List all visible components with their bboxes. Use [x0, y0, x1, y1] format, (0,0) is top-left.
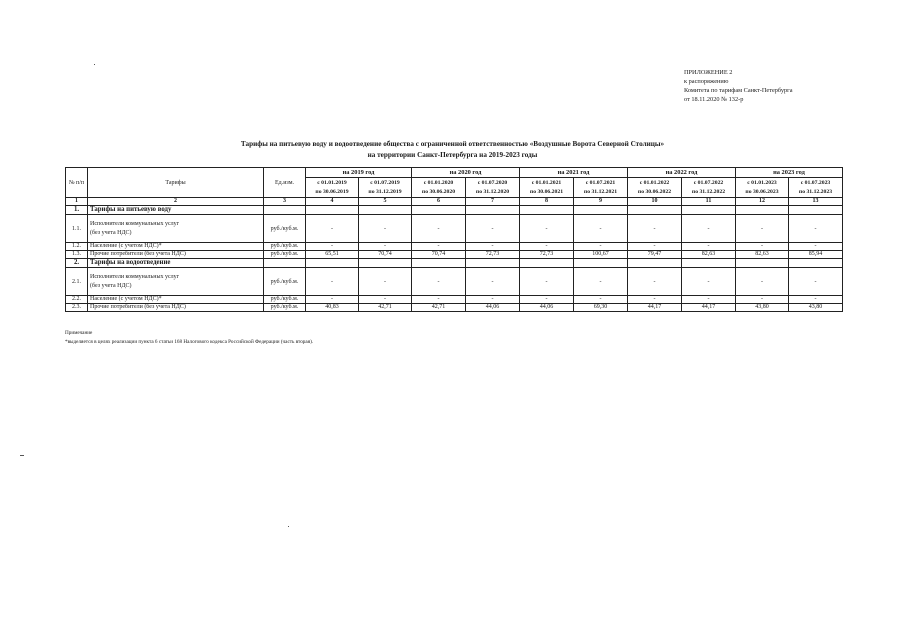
tariff-value: 44,06	[466, 304, 520, 312]
tariff-value: 82,63	[736, 251, 789, 259]
header-tariff: Тарифы	[88, 168, 264, 198]
tariff-value: -	[520, 296, 574, 304]
empty-cell	[359, 259, 412, 268]
tariff-value: -	[466, 268, 520, 296]
annex-header	[684, 68, 793, 104]
col-number: 9	[574, 198, 628, 206]
tariff-value: -	[682, 215, 736, 243]
tariff-value: -	[736, 243, 789, 251]
annex-ref: к распоряжению	[684, 78, 729, 85]
annex-date: от 18.11.2020 № 132-р	[684, 96, 744, 103]
document-title: Тарифы на питьевую воду и водоотведение общества с ограниченной ответственностью «Воздушные Ворота Северной Столицы»	[240, 140, 665, 148]
empty-cell	[789, 259, 843, 268]
tariff-value: -	[466, 215, 520, 243]
tariff-value: -	[574, 243, 628, 251]
empty-cell	[628, 259, 682, 268]
tariff-value: -	[789, 215, 843, 243]
empty-cell	[306, 206, 359, 215]
tariff-value: -	[789, 268, 843, 296]
tariff-value: -	[466, 243, 520, 251]
scan-speck	[288, 526, 289, 527]
tariff-value: -	[520, 243, 574, 251]
row-name: Прочие потребители (без учета НДС)	[88, 251, 264, 259]
empty-cell	[520, 206, 574, 215]
header-unit: Ед.изм.	[264, 168, 306, 198]
table-row	[66, 304, 843, 312]
empty-cell	[264, 206, 306, 215]
col-number: 8	[520, 198, 574, 206]
row-name: Население (с учетом НДС)*	[88, 243, 264, 251]
empty-cell	[412, 206, 466, 215]
header-year: на 2020 год	[412, 168, 520, 178]
row-unit: руб./куб.м.	[264, 251, 306, 259]
tariff-value: -	[789, 296, 843, 304]
scan-speck	[20, 455, 24, 456]
empty-cell	[306, 259, 359, 268]
tariff-value: 40,83	[306, 304, 359, 312]
annex-title: ПРИЛОЖЕНИЕ 2	[684, 69, 733, 76]
tariff-value: 43,80	[789, 304, 843, 312]
col-number: 10	[628, 198, 682, 206]
tariff-value: 72,73	[520, 251, 574, 259]
tariff-value: 42,71	[359, 304, 412, 312]
table-row	[66, 215, 843, 243]
row-number: 2.2.	[66, 296, 88, 304]
tariff-value: -	[306, 296, 359, 304]
tariff-value: -	[628, 243, 682, 251]
tariff-value: -	[736, 268, 789, 296]
empty-cell	[574, 259, 628, 268]
header-period: с 01.07.2020 по 31.12.2020	[466, 178, 520, 198]
tariff-value: -	[628, 215, 682, 243]
header-period: с 01.07.2021 по 31.12.2021	[574, 178, 628, 198]
tariff-value: -	[359, 296, 412, 304]
col-number: 4	[306, 198, 359, 206]
header-period: с 01.01.2023 по 30.06.2023	[736, 178, 789, 198]
header-year: на 2019 год	[306, 168, 412, 178]
tariff-value: -	[628, 268, 682, 296]
tariff-value: -	[574, 215, 628, 243]
section-title: Тарифы на питьевую воду	[88, 206, 264, 215]
tariff-table	[65, 167, 843, 312]
tariff-value: -	[520, 268, 574, 296]
tariff-value: -	[359, 243, 412, 251]
col-number: 2	[88, 198, 264, 206]
tariff-value: -	[789, 243, 843, 251]
tariff-value: -	[412, 296, 466, 304]
row-unit: руб./куб.м.	[264, 268, 306, 296]
tariff-value: -	[466, 296, 520, 304]
tariff-value: -	[306, 268, 359, 296]
table-row	[66, 251, 843, 259]
row-unit: руб./куб.м.	[264, 296, 306, 304]
scan-speck	[94, 64, 95, 65]
header-period: с 01.01.2020 по 30.06.2020	[412, 178, 466, 198]
table-row	[66, 268, 843, 296]
row-number: 1.2.	[66, 243, 88, 251]
col-number: 5	[359, 198, 412, 206]
tariff-value: 70,74	[359, 251, 412, 259]
col-number: 1	[66, 198, 88, 206]
document-subtitle: на территории Санкт-Петербурга на 2019-2023 годы	[367, 151, 538, 159]
col-number: 6	[412, 198, 466, 206]
row-number: 1.3.	[66, 251, 88, 259]
row-number: 2.3.	[66, 304, 88, 312]
tariff-value: 82,63	[682, 251, 736, 259]
tariff-value: -	[736, 215, 789, 243]
empty-cell	[520, 259, 574, 268]
tariff-value: -	[412, 243, 466, 251]
row-unit: руб./куб.м.	[264, 215, 306, 243]
col-number: 3	[264, 198, 306, 206]
row-name: Исполнители коммунальных услуг (без учета НДС)	[88, 215, 264, 243]
empty-cell	[466, 259, 520, 268]
tariff-value: 43,80	[736, 304, 789, 312]
row-name: Прочие потребители (без учета НДС)	[88, 304, 264, 312]
empty-cell	[628, 206, 682, 215]
tariff-value: 44,17	[682, 304, 736, 312]
tariff-value: -	[412, 268, 466, 296]
col-number: 13	[789, 198, 843, 206]
note-label: Примечание	[65, 330, 93, 336]
header-num: № п/п	[66, 168, 88, 198]
header-row-years	[66, 168, 843, 178]
header-year: на 2021 год	[520, 168, 628, 178]
note-text: *выделяется в целях реализации пункта 6 статьи 168 Налогового кодекса Российской Федерации (часть вторая).	[65, 339, 314, 345]
header-year: на 2022 год	[628, 168, 736, 178]
col-number: 11	[682, 198, 736, 206]
col-number: 7	[466, 198, 520, 206]
tariff-value: 44,06	[520, 304, 574, 312]
empty-cell	[466, 206, 520, 215]
tariff-value: -	[306, 243, 359, 251]
header-period: с 01.01.2022 по 30.06.2022	[628, 178, 682, 198]
tariff-value: -	[520, 215, 574, 243]
tariff-value: -	[736, 296, 789, 304]
header-period: с 01.01.2019 по 30.06.2019	[306, 178, 359, 198]
table-row	[66, 296, 843, 304]
tariff-value: 44,17	[628, 304, 682, 312]
tariff-value: -	[682, 268, 736, 296]
empty-cell	[359, 206, 412, 215]
tariff-value: -	[574, 296, 628, 304]
table-row	[66, 243, 843, 251]
tariff-value: -	[359, 268, 412, 296]
empty-cell	[574, 206, 628, 215]
tariff-value: 70,74	[412, 251, 466, 259]
empty-cell	[789, 206, 843, 215]
col-number: 12	[736, 198, 789, 206]
header-period: с 01.07.2023 по 31.12.2023	[789, 178, 843, 198]
empty-cell	[412, 259, 466, 268]
section-row	[66, 259, 843, 268]
empty-cell	[736, 259, 789, 268]
tariff-value: -	[306, 215, 359, 243]
tariff-value: 72,73	[466, 251, 520, 259]
header-period: с 01.01.2021 по 30.06.2021	[520, 178, 574, 198]
tariff-value: -	[682, 243, 736, 251]
tariff-value: 100,67	[574, 251, 628, 259]
row-number: 1.1.	[66, 215, 88, 243]
tariff-value: -	[359, 215, 412, 243]
row-unit: руб./куб.м.	[264, 243, 306, 251]
section-number: 2.	[66, 259, 88, 268]
tariff-value: 65,51	[306, 251, 359, 259]
empty-cell	[682, 206, 736, 215]
empty-cell	[736, 206, 789, 215]
empty-cell	[682, 259, 736, 268]
tariff-value: 79,47	[628, 251, 682, 259]
annex-committee: Комитета по тарифам Санкт-Петербурга	[684, 87, 793, 94]
row-name: Исполнители коммунальных услуг (без учета НДС)	[88, 268, 264, 296]
tariff-value: -	[682, 296, 736, 304]
header-period: с 01.07.2022 по 31.12.2022	[682, 178, 736, 198]
row-number: 2.1.	[66, 268, 88, 296]
row-name: Население (с учетом НДС)*	[88, 296, 264, 304]
tariff-value: 42,71	[412, 304, 466, 312]
header-year: на 2023 год	[736, 168, 843, 178]
column-number-row	[66, 198, 843, 206]
section-title: Тарифы на водоотведение	[88, 259, 264, 268]
tariff-value: 85,94	[789, 251, 843, 259]
header-period: с 01.07.2019 по 31.12.2019	[359, 178, 412, 198]
tariff-value: -	[628, 296, 682, 304]
section-row	[66, 206, 843, 215]
tariff-value: -	[412, 215, 466, 243]
row-unit: руб./куб.м.	[264, 304, 306, 312]
section-number: 1.	[66, 206, 88, 215]
empty-cell	[264, 259, 306, 268]
tariff-value: -	[574, 268, 628, 296]
tariff-value: 69,30	[574, 304, 628, 312]
